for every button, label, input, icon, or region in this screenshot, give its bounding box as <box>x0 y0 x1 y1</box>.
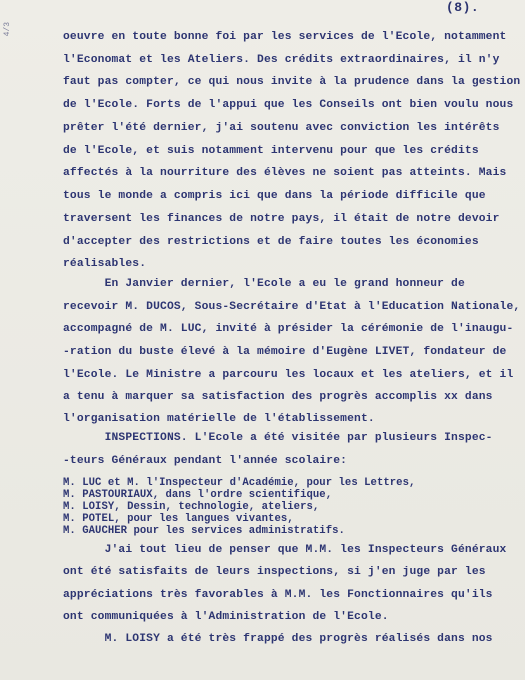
text-line: de l'Ecole, et suis notamment intervenu pour que les crédits <box>63 145 479 157</box>
text-line: ont été satisfaits de leurs inspections, si j'en juge par les <box>63 566 486 578</box>
text-line: INSPECTIONS. L'Ecole a été visitée par plusieurs Inspec- <box>63 432 493 444</box>
page-number: (8). <box>446 0 480 15</box>
text-line: accompagné de M. LUC, invité à présider la cérémonie de l'inaugu- <box>63 323 514 335</box>
inspector-list-item: M. PASTOURIAUX, dans l'ordre scientifique, <box>63 489 333 501</box>
text-line: affectés à la nourriture des élèves ne soient pas atteints. Mais <box>63 167 507 179</box>
text-line: l'Economat et les Ateliers. Des crédits extraordinaires, il n'y <box>63 54 500 66</box>
text-line: a tenu à marquer sa satisfaction des progrès accomplis xx dans <box>63 391 493 403</box>
text-line: appréciations très favorables à M.M. les Fonctionnaires qu'ils <box>63 589 493 601</box>
inspector-list-item: M. LOISY, Dessin, technologie, ateliers, <box>63 501 320 513</box>
text-line: M. LOISY a été très frappé des progrès réalisés dans nos <box>63 633 493 645</box>
text-line: -ration du buste élevé à la mémoire d'Eugène LIVET, fondateur de <box>63 346 507 358</box>
text-line: recevoir M. DUCOS, Sous-Secrétaire d'Etat à l'Education Nationale, <box>63 301 521 313</box>
text-line: d'accepter des restrictions et de faire toutes les économies <box>63 236 479 248</box>
inspector-list-item: M. POTEL, pour les langues vivantes, <box>63 513 294 525</box>
text-line: faut pas compter, ce qui nous invite à la prudence dans la gestion <box>63 76 521 88</box>
text-line: l'Ecole. Le Ministre a parcouru les locaux et les ateliers, et il <box>63 369 514 381</box>
text-line: prêter l'été dernier, j'ai soutenu avec conviction les intérêts <box>63 122 500 134</box>
text-line: -teurs Généraux pendant l'année scolaire: <box>63 455 348 467</box>
margin-annotation: 4/3 <box>3 22 12 37</box>
text-line: réalisables. <box>63 258 147 270</box>
text-line: J'ai tout lieu de penser que M.M. les Inspecteurs Généraux <box>63 544 507 556</box>
text-line: En Janvier dernier, l'Ecole a eu le grand honneur de <box>63 278 465 290</box>
text-line: de l'Ecole. Forts de l'appui que les Conseils ont bien voulu nous <box>63 99 514 111</box>
text-line: tous le monde a compris ici que dans la période difficile que <box>63 190 486 202</box>
text-line: traversent les finances de notre pays, il était de notre devoir <box>63 213 500 225</box>
text-line: l'organisation matérielle de l'établissement. <box>63 413 375 425</box>
inspector-list-item: M. LUC et M. l'Inspecteur d'Académie, pour les Lettres, <box>63 477 416 489</box>
text-line: ont communiquées à l'Administration de l'Ecole. <box>63 611 389 623</box>
text-line: oeuvre en toute bonne foi par les services de l'Ecole, notamment <box>63 31 507 43</box>
inspector-list-item: M. GAUCHER pour les services administratifs. <box>63 525 345 537</box>
